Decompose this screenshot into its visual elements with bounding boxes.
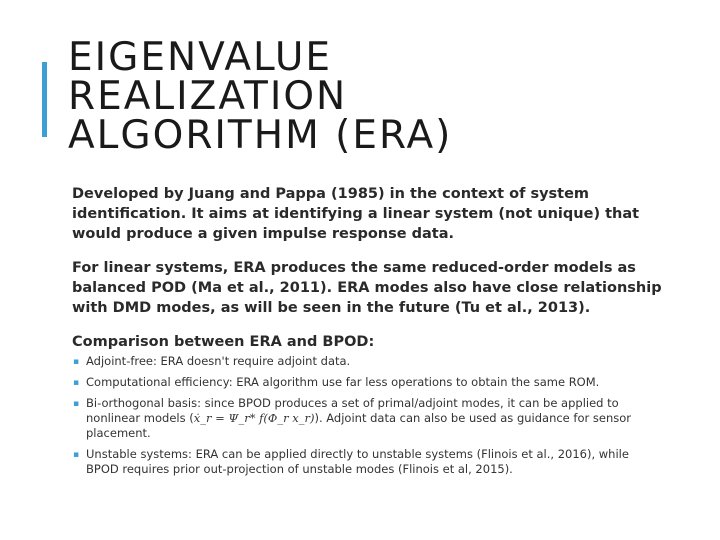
list-item-bi-orthogonal — [72, 396, 662, 441]
paragraph-era-bpod-relation: For linear systems, ERA produces the same reduced-order models as balanced POD (Ma et al., 2011). ERA modes also have close relationship with DMD modes, as will be seen in the future (Tu et al., 2013). — [72, 260, 662, 316]
list-item-unstable-systems — [72, 447, 662, 477]
list-item-efficiency — [72, 375, 662, 390]
list-item-text-before: Bi-orthogonal basis: since BPOD produces a set of primal/adjoint modes, it can be applied to nonlinear models ( — [86, 396, 619, 425]
bullet-icon: ▪ — [73, 399, 80, 409]
title-line-1: EIGENVALUE — [68, 35, 333, 80]
title-line-2: REALIZATION — [68, 74, 348, 119]
comparison-list — [72, 354, 662, 477]
title-line-3: ALGORITHM (ERA) — [68, 113, 453, 158]
list-item-adjoint-free — [72, 354, 662, 369]
list-item-text: Unstable systems: ERA can be applied directly to unstable systems (Flinois et al., 2016), while BPOD requires prior out-projection of unstable modes (Flinois et al, 2015). — [86, 447, 629, 476]
slide-title — [68, 35, 453, 158]
paragraph-comparison-heading: Comparison between ERA and BPOD: — [72, 334, 375, 350]
paragraph-era-origin: Developed by Juang and Pappa (1985) in the context of system identification. It aims at identifying a linear system (not unique) that would produce a given impulse response data. — [72, 186, 640, 242]
bullet-icon: ▪ — [73, 378, 80, 388]
list-item-text: Adjoint-free: ERA doesn't require adjoint data. — [86, 354, 351, 368]
reduced-model-equation: ẋ_r = Ψ_r* f(Φ_r x_r) — [193, 411, 315, 425]
list-item-text: Computational efficiency: ERA algorithm use far less operations to obtain the same ROM. — [86, 375, 600, 389]
title-accent-bar — [42, 62, 47, 137]
list-item-text-after: ). Adjoint data can also be used as guidance for sensor placement. — [86, 411, 631, 440]
bullet-icon: ▪ — [73, 450, 80, 460]
bullet-icon: ▪ — [73, 357, 80, 367]
slide-body — [72, 184, 662, 483]
